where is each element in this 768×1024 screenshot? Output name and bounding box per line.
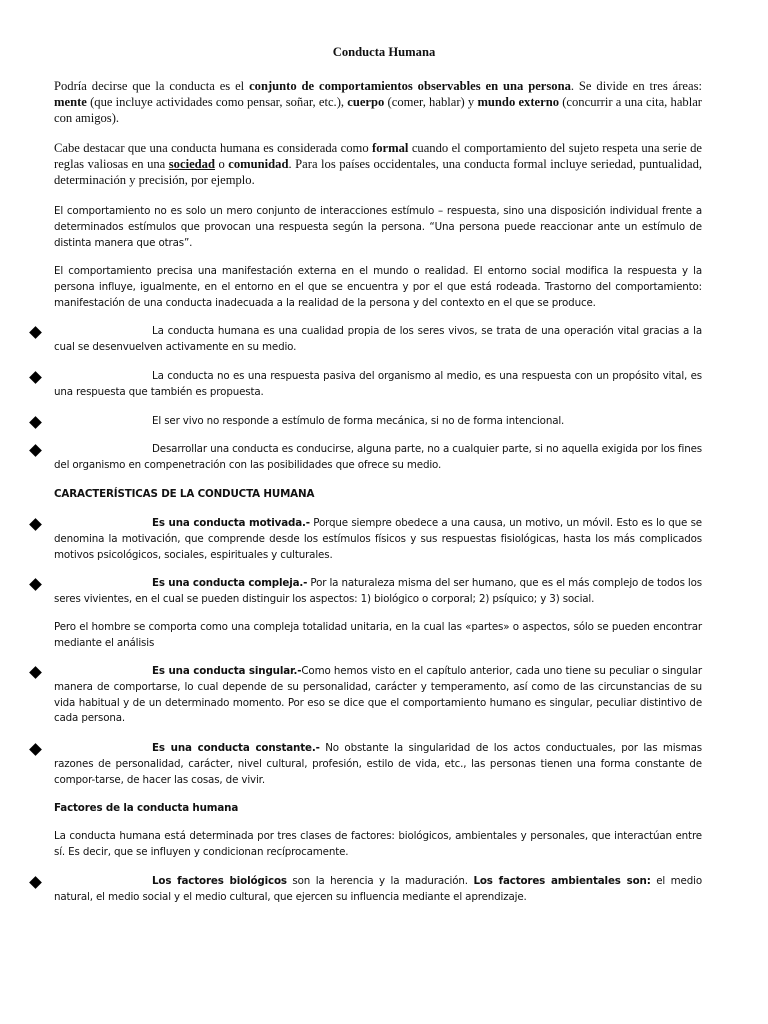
characteristic-complex: Es una conducta compleja.- Por la naturaleza misma del ser humano, que es el más complejo de todos los seres vivientes, en el cual se pueden distinguir los aspectos: 1) biológico o corporal; 2) psíquico; y 3) social.	[54, 577, 702, 605]
paragraph-stimulus-response: El comportamiento no es solo un mero conjunto de interacciones estímulo – respuesta, sino una disposición individual frente a determinados estímulos que provocan una respuesta según la persona. “Una persona puede reaccionar ante un estímulo de distinta manera que otras”.	[54, 205, 702, 249]
paragraph-factors-intro: La conducta humana está determinada por tres clases de factores: biológicos, ambientales y personales, que interactúan entre sí. Es decir, que se influyen y condicionan recíprocamente.	[54, 830, 702, 858]
paragraph-definition: Podría decirse que la conducta es el conjunto de comportamientos observables en una persona. Se divide en tres áreas: mente (que incluye actividades como pensar, soñar, etc.), cuerpo (comer, hablar) y mundo externo (concurrir a una cita, hablar con amigos).	[54, 79, 702, 126]
bullet-item-3: El ser vivo no responde a estímulo de forma mecánica, si no de forma intencional.	[152, 415, 565, 427]
section-heading-characteristics: CARACTERÍSTICAS DE LA CONDUCTA HUMANA	[54, 488, 315, 500]
document-title: Conducta Humana	[332, 45, 436, 59]
diamond-bullet-icon	[29, 578, 42, 591]
factor-item: Los factores biológicos son la herencia y la maduración. Los factores ambientales son: el medio natural, el medio social y el medio cultural, que ejercen su influencia mediante el aprendizaje.	[54, 875, 702, 903]
characteristic-singular: Es una conducta singular.-Como hemos visto en el capítulo anterior, cada uno tiene su peculiar o singular manera de comportarse, lo cual depende de su personalidad, carácter y temperamento, así como de las circunstancias de su vida habitual y de un determinado momento. Por eso se dice que el comportamiento humano es singular, peculiar distintivo de cada persona.	[54, 665, 702, 725]
diamond-bullet-icon	[29, 416, 42, 429]
diamond-bullet-icon	[29, 876, 42, 889]
bullet-item-4: Desarrollar una conducta es conducirse, alguna parte, no a cualquier parte, si no aquella exigida por los fines del organismo en compenetración con las posibilidades que ofrece su medio.	[54, 443, 702, 471]
diamond-bullet-icon	[29, 743, 42, 756]
diamond-bullet-icon	[29, 444, 42, 457]
bullet-item-1: La conducta humana es una cualidad propia de los seres vivos, se trata de una operación vital gracias a la cual se desenvuelven activamente en su medio.	[54, 325, 702, 353]
paragraph-unitary-totality: Pero el hombre se comporta como una compleja totalidad unitaria, en la cual las «partes» o aspectos, sólo se pueden encontrar mediante el análisis	[54, 621, 702, 649]
diamond-bullet-icon	[29, 518, 42, 531]
characteristic-motivated: Es una conducta motivada.- Porque siempre obedece a una causa, un motivo, un móvil. Esto es lo que se denomina la motivación, que comprende desde los estímulos físicos y sus respuestas fisiológicas, hasta los más complicados motivos psicológicos, sociales, espirituales y culturales.	[54, 517, 702, 561]
diamond-bullet-icon	[29, 371, 42, 384]
diamond-bullet-icon	[29, 326, 42, 339]
paragraph-external-manifestation: El comportamiento precisa una manifestación externa en el mundo o realidad. El entorno social modifica la respuesta y la persona influye, igualmente, en el entorno en el que se encuentra y por el que está rodeada. Trastorno del comportamiento: manifestación de una conducta inadecuada a la realidad de la persona y del contexto en el que se produce.	[54, 265, 702, 309]
paragraph-formal-conduct: Cabe destacar que una conducta humana es considerada como formal cuando el comportamiento del sujeto respeta una serie de reglas valiosas en una sociedad o comunidad. Para los países occidentales, una conducta formal incluye seriedad, puntualidad, determinación y precisión, por ejemplo.	[54, 141, 703, 188]
bullet-item-2: La conducta no es una respuesta pasiva del organismo al medio, es una respuesta con un propósito vital, es una respuesta que también es propuesta.	[54, 370, 702, 398]
characteristic-constant: Es una conducta constante.- No obstante la singularidad de los actos conductuales, por las mismas razones de personalidad, carácter, nivel cultural, profesión, estilo de vida, etc., las personas tienen una forma constante de compor-tarse, de hacer las cosas, de vivir.	[54, 742, 702, 786]
diamond-bullet-icon	[29, 666, 42, 679]
section-heading-factors: Factores de la conducta humana	[54, 802, 239, 814]
